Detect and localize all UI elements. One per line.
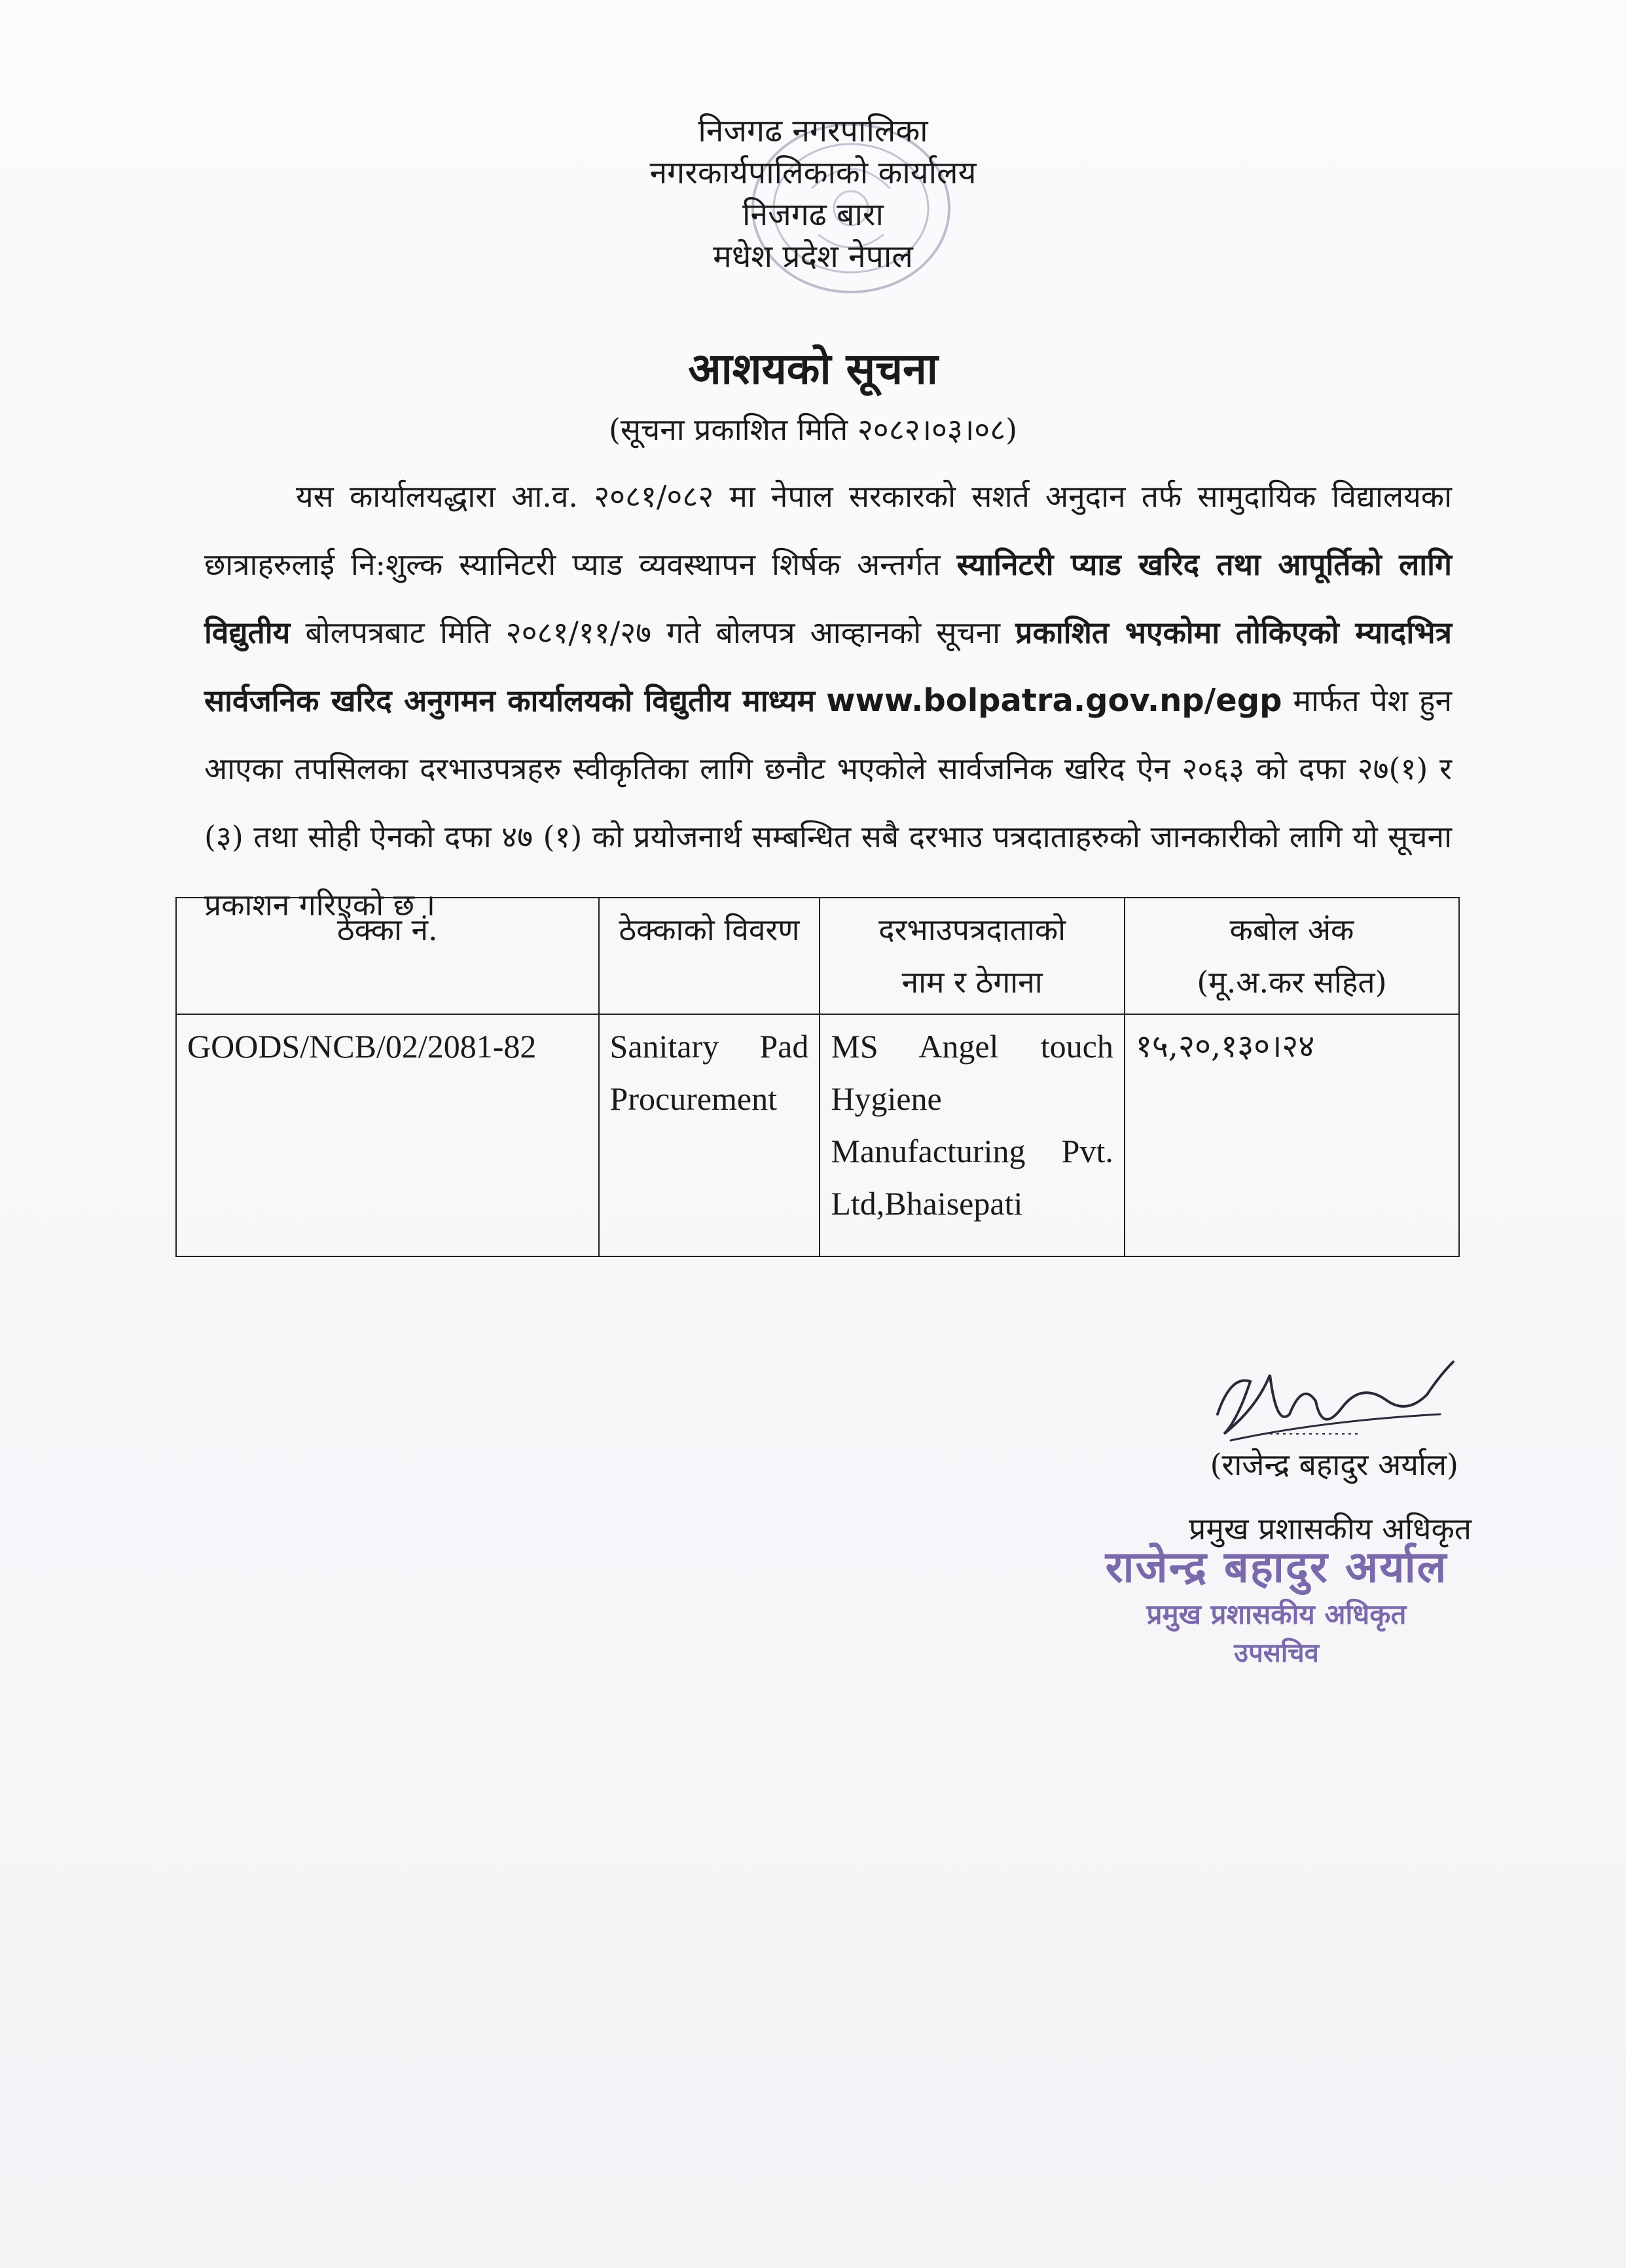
stamp-rank: उपसचिव: [1234, 1637, 1319, 1668]
header-description: ठेक्काको विवरण: [599, 898, 820, 1014]
body-part-3: मार्फत पेश हुन आएका तपसिलका दरभाउपत्रहरु स्वीकृतिका लागि छनौट भएकोले सार्वजनिक खरिद ऐन २०६३ को दफा २७(१) र (३) तथा सोही ऐनको दफा ४७ (१) को प्रयोजनार्थ सम्बन्धित सबै दरभाउ पत्रदाताहरुको जानकारीको लागि यो सूचना प्रकाशन गरिएको छ ।: [204, 683, 1452, 923]
cell-bidder: MS Angel touch Hygiene Manufacturing Pvt. Ltd,Bhaisepati: [820, 1014, 1125, 1256]
table-row: [176, 1014, 1459, 1256]
municipality-name: निजगढ नगरपालिका: [698, 113, 928, 149]
stamp-designation: प्रमुख प्रशासकीय अधिकृत: [1146, 1598, 1407, 1630]
body-bold-published: प्रकाशित भएकोमा तोकिएको म्यादभित्र सार्वजनिक खरिद अनुगमन कार्यालयको विद्युतीय माध्यम: [204, 615, 1452, 718]
office-header: [0, 110, 1626, 278]
notice-title: आशयको सूचना: [688, 343, 938, 394]
signatory-name: (राजेन्द्र बहादुर अर्याल): [1210, 1447, 1458, 1482]
notice-body: [204, 462, 1452, 939]
body-bold-project: स्यानिटरी प्याड खरिद तथा आपूर्तिको लागि विद्युतीय: [204, 547, 1452, 650]
table-header-row: [176, 898, 1459, 1014]
cell-amount: १५,२०,१३०।२४: [1125, 1014, 1459, 1256]
egp-url: www.bolpatra.gov.np/egp: [826, 682, 1282, 719]
body-part-1: यस कार्यालयद्धारा आ.व. २०८१/०८२ मा नेपाल सरकारको सशर्त अनुदान तर्फ सामुदायिक विद्यालयका छात्राहरुलाई नि:शुल्क स्यानिटरी प्याड व्यवस्थापन शिर्षक अन्तर्गत: [204, 479, 1452, 582]
publication-date: (सूचना प्रकाशित मिति २०८२।०३।०८): [608, 412, 1018, 447]
signatory-designation: प्रमुख प्रशासकीय अधिकृत: [1189, 1511, 1472, 1546]
award-table: [175, 897, 1460, 1257]
header-bidder: दरभाउपत्रदाताको नाम र ठेगाना: [820, 898, 1125, 1014]
province-country: मधेश प्रदेश नेपाल: [713, 238, 913, 275]
cell-description: Sanitary Pad Procurement: [599, 1014, 820, 1256]
header-amount: कबोल अंक (मू.अ.कर सहित): [1125, 898, 1459, 1014]
stamp-name: राजेन्द्र बहादुर अर्याल: [1105, 1541, 1448, 1592]
official-stamp: [1074, 1539, 1479, 1672]
header-contract-no: ठेक्का नं.: [176, 898, 599, 1014]
office-location: निजगढ बारा: [742, 196, 884, 233]
cell-contract-no: GOODS/NCB/02/2081-82: [176, 1014, 599, 1256]
office-name: नगरकार्यपालिकाको कार्यालय: [649, 155, 977, 191]
body-part-2: बोलपत्रबाट मिति २०८१/११/२७ गते बोलपत्र आव्हानको सूचना: [290, 615, 1016, 650]
